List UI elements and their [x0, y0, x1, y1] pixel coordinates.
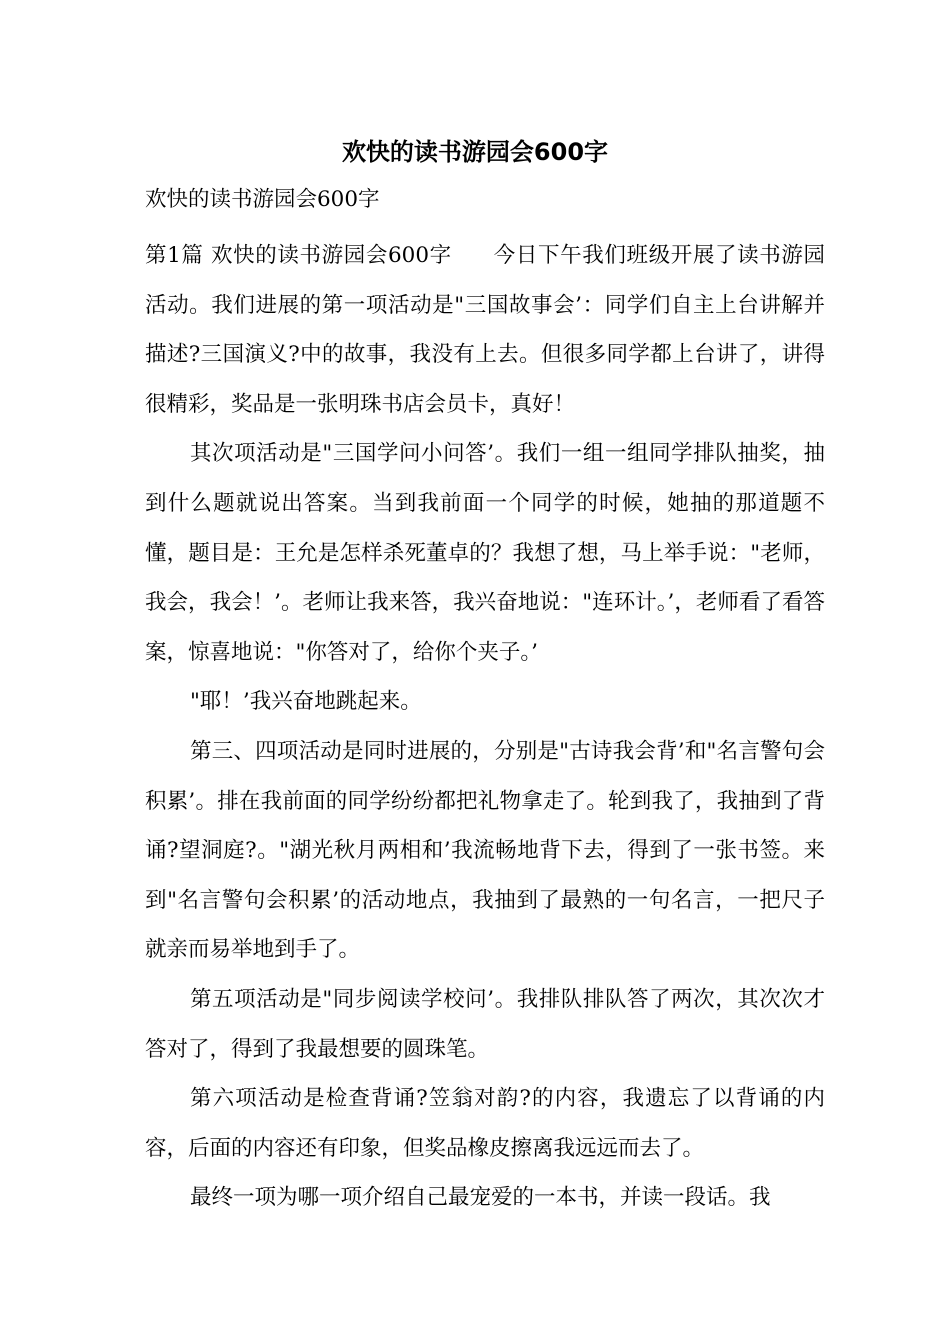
- article-heading: 第1篇 欢快的读书游园会600字: [145, 243, 452, 268]
- paragraph-2: 其次项活动是"三国学问小问答’。我们一组一组同学排队抽奖，抽到什么题就说出答案。当到我前面一个同学的时候，她抽的那道题不懂，题目是：王允是怎样杀死董卓的？我想了想，马上举手说："老师，我会，我会！’。老师让我来答，我兴奋地说："连环计。’，老师看了看答案，惊喜地说："你答对了，给你个夹子。’: [145, 441, 825, 665]
- paragraph-1: [145, 231, 825, 429]
- document-body: [145, 181, 825, 1223]
- paragraph-3: "耶！’我兴奋地跳起来。: [190, 689, 422, 715]
- paragraph-5: 第五项活动是"同步阅读学校问’。我排队排队答了两次，其次次才答对了，得到了我最想要的圆珠笔。: [145, 986, 825, 1062]
- paragraph-7: 最终一项为哪一项介绍自己最宠爱的一本书，并读一段话。我: [190, 1185, 771, 1211]
- document-subtitle: 欢快的读书游园会600字: [145, 187, 380, 212]
- document-title: 欢快的读书游园会600字: [341, 138, 609, 166]
- paragraph-6: 第六项活动是检查背诵?笠翁对韵?的内容，我遗忘了以背诵的内容，后面的内容还有印象，但奖品橡皮擦离我远远而去了。: [145, 1086, 825, 1161]
- paragraph-1-text: 今日下午我们班级开展了读书游园活动。我们进展的第一项活动是"三国故事会’：同学们自主上台讲解并描述?三国演义?中的故事，我没有上去。但很多同学都上台讲了，讲得很精彩，奖品是一张明珠书店会员卡，真好！: [145, 243, 825, 417]
- paragraph-4: 第三、四项活动是同时进展的，分别是"古诗我会背’和"名言警句会积累’。排在我前面的同学纷纷都把礼物拿走了。轮到我了，我抽到了背诵?望洞庭?。"湖光秋月两相和’我流畅地背下去，得到了一张书签。来到"名言警句会积累’的活动地点，我抽到了最熟的一句名言，一把尺子就亲而易举地到手了。: [145, 738, 825, 963]
